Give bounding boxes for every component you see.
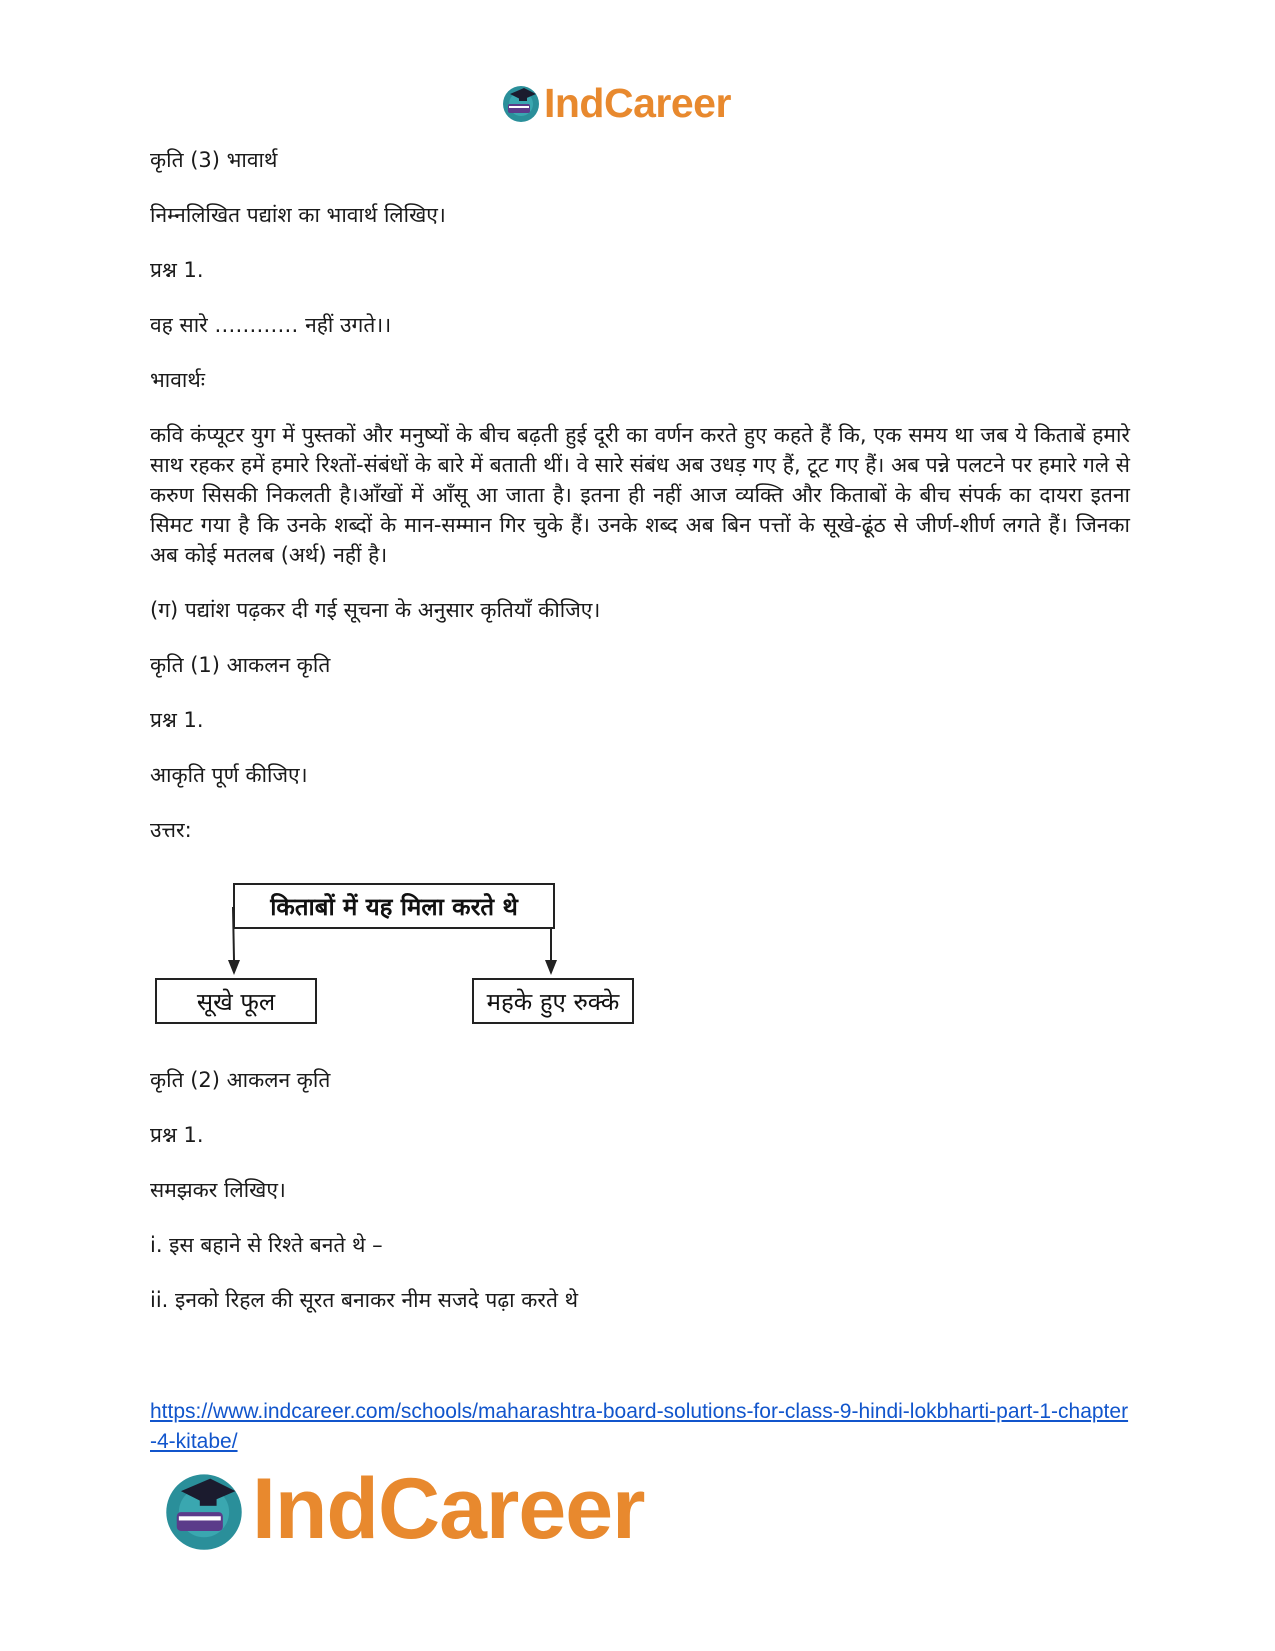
answer-diagram — [150, 845, 650, 1020]
instruction-text: निम्नलिखित पद्यांश का भावार्थ लिखिए। — [150, 203, 446, 227]
logo-text: IndCareer — [252, 1461, 645, 1557]
diagram-left-box: सूखे फूल — [155, 978, 317, 1024]
question-label: प्रश्न 1. — [150, 1123, 204, 1147]
globe-with-graduation-cap-icon — [500, 82, 542, 124]
diagram-top-box: किताबों में यह मिला करते थे — [233, 883, 555, 929]
logo-text: IndCareer — [544, 79, 731, 126]
question-label: प्रश्न 1. — [150, 258, 204, 282]
meaning-paragraph: कवि कंप्यूटर युग में पुस्तकों और मनुष्यों के बीच बढ़ती हुई दूरी का वर्णन करते हुए कहते हैं कि, एक समय था जब ये किताबें हमारे साथ रहकर हमें हमारे रिश्तों-संबंधों के बारे में बताती थीं। वे सारे संबंध अब उधड़ गए हैं, टूट गए हैं। अब पन्ने पलटने पर हमारे गले से करुण सिसकी निकलती है।आँखों में आँसू आ जाता है। इतना ही नहीं आज व्यक्ति और किताबों के बीच संपर्क का दायरा इतना सिमट गया है कि उनके शब्दों के मान-सम्मान गिर चुके हैं। उनके शब्द अब बिन पत्तों के सूखे-ढूंठ से जीर्ण-शीर्ण लगते हैं। जिनका अब कोई मतलब (अर्थ) नहीं है। — [150, 423, 1130, 567]
meaning-label: भावार्थः — [150, 368, 205, 392]
write-instruction: समझकर लिखिए। — [150, 1178, 286, 1202]
activity-instruction: (ग) पद्यांश पढ़कर दी गई सूचना के अनुसार कृतियाँ कीजिए। — [150, 598, 601, 622]
section-title: कृति (3) भावार्थ — [150, 148, 278, 172]
verse-excerpt: वह सारे ………… नहीं उगते।। — [150, 313, 392, 337]
complete-figure-instruction: आकृति पूर्ण कीजिए। — [150, 763, 308, 787]
item-i: i. इस बहाने से रिश्ते बनते थे – — [150, 1233, 383, 1257]
activity-2-title: कृति (2) आकलन कृति — [150, 1068, 331, 1092]
question-label: प्रश्न 1. — [150, 708, 204, 732]
activity-1-title: कृति (1) आकलन कृति — [150, 653, 331, 677]
source-link[interactable]: https://www.indcareer.com/schools/maharashtra-board-solutions-for-class-9-hindi-lokbharti-part-1-chapter-4-kitabe/ — [150, 1400, 1129, 1453]
document-body — [150, 145, 1130, 1340]
diagram-right-box: महके हुए रुक्के — [472, 978, 634, 1024]
globe-with-graduation-cap-icon — [160, 1466, 248, 1554]
item-ii: ii. इनको रिहल की सूरत बनाकर नीम सजदे पढ़ा करते थे — [150, 1288, 579, 1312]
answer-label: उत्तर: — [150, 818, 192, 842]
header-logo — [500, 80, 731, 126]
footer-logo — [160, 1462, 645, 1557]
